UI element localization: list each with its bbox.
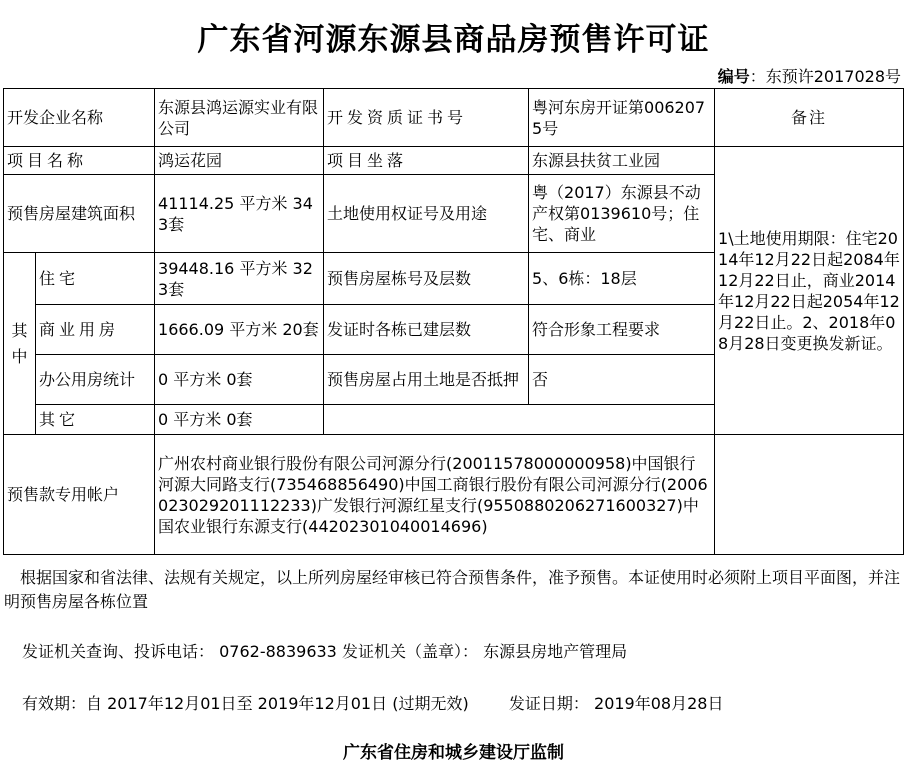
account-remark-blank [715, 435, 904, 555]
issue-date-label: 发证日期： [508, 694, 589, 713]
built-floors-value: 符合形象工程要求 [529, 305, 715, 355]
other-row-blank [324, 405, 904, 435]
residential-label: 住宅 [36, 253, 155, 305]
developer-value: 东源县鸿运源实业有限公司 [155, 89, 324, 147]
phone-value: 0762-8839633 [219, 642, 337, 661]
other-label: 其它 [36, 405, 155, 435]
validity-end: 2019年12月01日 [257, 694, 388, 713]
project-name-label: 项目名称 [4, 147, 155, 175]
permit-number [718, 64, 901, 87]
remark-label: 备注 [715, 89, 904, 147]
permit-table [3, 88, 904, 555]
permit-number-label: 编号 [717, 67, 750, 86]
buildings-value: 5、6栋：18层 [529, 253, 715, 305]
project-location-label: 项目坐落 [324, 147, 529, 175]
account-label: 预售款专用帐户 [4, 435, 155, 555]
buildings-label: 预售房屋栋号及层数 [324, 253, 529, 305]
validity-note: (过期无效) [392, 694, 469, 713]
validity-label: 有效期：自 [22, 694, 103, 713]
commercial-value: 1666.09 平方米 20套 [155, 305, 324, 355]
validity-start: 2017年12月01日 [107, 694, 237, 713]
issue-date-value: 2019年08月28日 [594, 694, 724, 713]
among-label-text: 其中 [11, 320, 28, 366]
land-cert-label: 土地使用权证号及用途 [324, 175, 529, 253]
qualification-value: 粤河东房开证第0062075号 [529, 89, 715, 147]
qualification-label: 开发资质证书号 [324, 89, 529, 147]
office-label: 办公用房统计 [36, 355, 155, 405]
commercial-label: 商业用房 [36, 305, 155, 355]
validity-to: 至 [236, 694, 253, 713]
built-floors-label: 发证时各栋已建层数 [324, 305, 529, 355]
project-location-value: 东源县扶贫工业园 [529, 147, 715, 175]
authority-value: 东源县房地产管理局 [483, 642, 628, 661]
among-label [4, 253, 36, 435]
presale-area-label: 预售房屋建筑面积 [4, 175, 155, 253]
presale-area-value: 41114.25 平方米 343套 [155, 175, 324, 253]
validity-line [22, 692, 907, 716]
supervisor-footer: 广东省住房和城乡建设厅监制 [343, 743, 564, 763]
page-title: 广东省河源东源县商品房预售许可证 [197, 22, 710, 58]
land-cert-value: 粤（2017）东源县不动产权第0139610号；住宅、商业 [529, 175, 715, 253]
project-name-value: 鸿运花园 [155, 147, 324, 175]
office-value: 0 平方米 0套 [155, 355, 324, 405]
mortgage-value: 否 [529, 355, 715, 405]
contact-line [22, 640, 907, 664]
remark-value: 1\土地使用期限：住宅2014年12月22日起2084年12月22日止，商业2014年12月22日起2054年12月22日止。2、2018年08月28日变更换发新证。 [715, 147, 904, 435]
residential-value: 39448.16 平方米 323套 [155, 253, 324, 305]
phone-label: 发证机关查询、投诉电话： [22, 642, 215, 661]
mortgage-label: 预售房屋占用土地是否抵押 [324, 355, 529, 405]
developer-label: 开发企业名称 [4, 89, 155, 147]
statement-text: 根据国家和省法律、法规有关规定，以上所列房屋经审核已符合预售条件，准予预售。本证使用时必须附上项目平面图，并注明预售房屋各栋位置 [4, 568, 901, 611]
account-value: 广州农村商业银行股份有限公司河源分行(20011578000000958)中国银行河源大同路支行(735468856490)中国工商银行股份有限公司河源分行(2006023029201112233)广发银行河源红星支行(9550880206271600327)中国农业银行东源支行(44202301040014696) [155, 435, 715, 555]
authority-label: 发证机关（盖章）： [341, 642, 478, 661]
permit-number-value: ：东预许2017028号 [749, 67, 901, 86]
other-value: 0 平方米 0套 [155, 405, 324, 435]
